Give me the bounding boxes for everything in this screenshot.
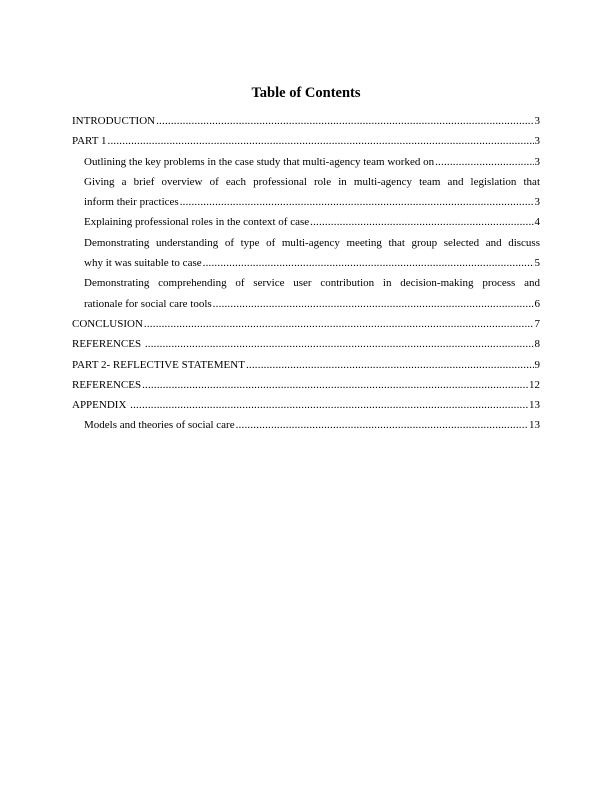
toc-entry-label: PART 1: [72, 135, 107, 148]
toc-entry-label-line-2: rationale for social care tools: [84, 297, 212, 310]
toc-entry-label-line-1: Demonstrating comprehending of service user contribution in decision-making process and: [84, 277, 540, 290]
toc-entry-label: APPENDIX: [72, 399, 130, 412]
toc-entry-label: Outlining the key problems in the case study that multi-agency team worked on: [84, 155, 435, 168]
dot-leader: [310, 212, 533, 232]
toc-entry-label: Explaining professional roles in the context of case: [84, 216, 310, 229]
toc-entry-label: INTRODUCTION: [72, 115, 156, 127]
toc-entry-label: REFERENCES: [72, 338, 144, 351]
toc-entry-page: 12: [529, 378, 540, 391]
toc-entry-professional-roles-overview[interactable]: [72, 172, 540, 213]
toc-entry-page: 8: [534, 338, 540, 351]
toc-entry-label: PART 2- REFLECTIVE STATEMENT: [72, 358, 245, 371]
dot-leader: [435, 152, 533, 172]
dot-leader: [246, 355, 534, 375]
dot-leader: [145, 334, 534, 354]
dot-leader: [180, 192, 534, 212]
toc-entry-page: 13: [529, 419, 540, 432]
toc-entry-label-line-2: why it was suitable to case: [84, 257, 202, 270]
toc-entry-label-line-1: Giving a brief overview of each professional role in multi-agency team and legislation that: [84, 175, 540, 188]
dot-leader: [213, 294, 534, 314]
dot-leader: [203, 253, 534, 273]
toc-entry-page: 3: [534, 115, 540, 127]
toc-list: [72, 111, 540, 436]
dot-leader: [108, 131, 534, 151]
toc-entry-page: 9: [534, 358, 540, 371]
toc-entry-page: 3: [534, 196, 540, 209]
toc-title: Table of Contents: [251, 85, 361, 101]
toc-entry-references-2[interactable]: [72, 375, 540, 395]
dot-leader: [156, 111, 533, 131]
toc-entry-page: 3: [534, 135, 540, 148]
toc-entry-service-user-contribution[interactable]: [72, 273, 540, 314]
toc-entry-label: Models and theories of social care: [84, 419, 235, 432]
toc-entry-page: 4: [534, 216, 540, 229]
toc-entry-label: REFERENCES: [72, 378, 142, 391]
toc-entry-conclusion[interactable]: [72, 314, 540, 334]
toc-entry-part-2-reflective-statement[interactable]: [72, 355, 540, 375]
toc-entry-models-theories[interactable]: [72, 415, 540, 435]
toc-entry-part-1[interactable]: [72, 131, 540, 151]
dot-leader: [144, 314, 534, 334]
toc-entry-page: 3: [534, 155, 540, 168]
toc-entry-introduction[interactable]: [72, 111, 540, 131]
dot-leader: [236, 415, 528, 435]
dot-leader: [142, 375, 528, 395]
toc-entry-roles-in-context[interactable]: [72, 212, 540, 232]
dot-leader: [130, 395, 528, 415]
toc-entry-references-1[interactable]: [72, 334, 540, 354]
toc-entry-label: CONCLUSION: [72, 317, 143, 330]
toc-entry-meeting-type[interactable]: [72, 233, 540, 274]
toc-entry-page: 7: [534, 317, 540, 330]
toc-entry-label-line-2: inform their practices: [84, 196, 179, 209]
toc-entry-page: 13: [529, 399, 540, 412]
toc-entry-label-line-1: Demonstrating understanding of type of multi-agency meeting that group selected and discuss: [84, 236, 540, 249]
toc-entry-key-problems[interactable]: [72, 152, 540, 172]
toc-entry-page: 5: [534, 257, 540, 270]
toc-entry-appendix[interactable]: [72, 395, 540, 415]
toc-entry-page: 6: [534, 297, 540, 310]
